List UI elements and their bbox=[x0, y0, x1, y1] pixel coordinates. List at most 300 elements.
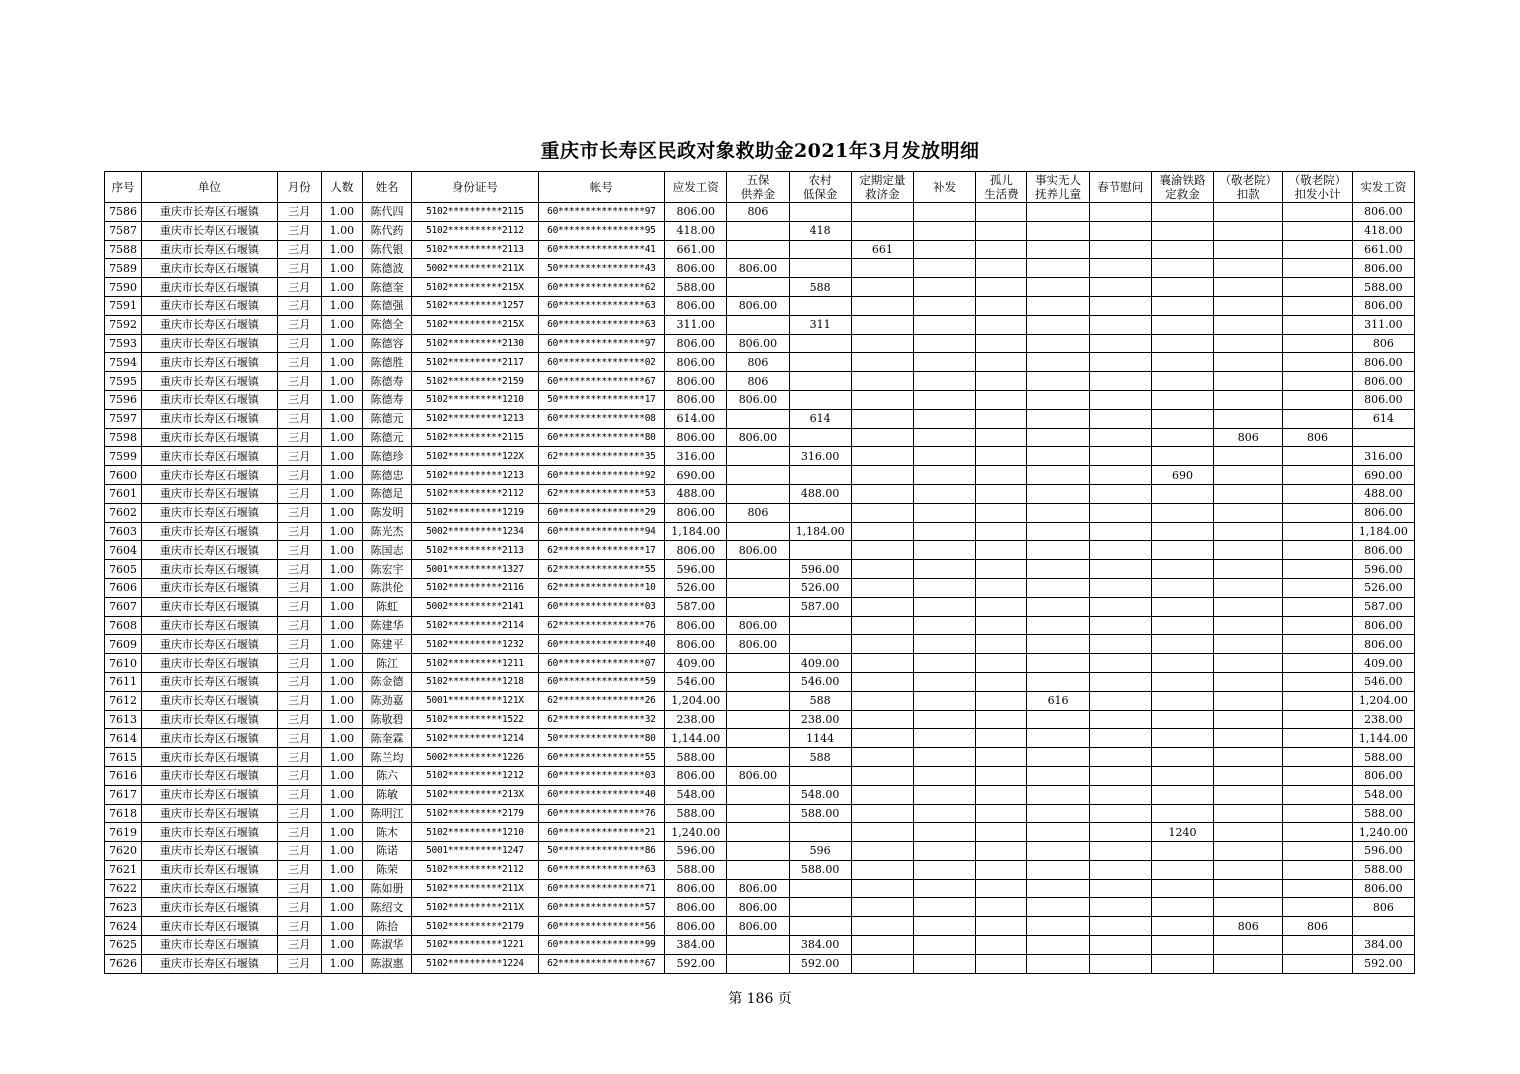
table-cell: 三月 bbox=[277, 390, 321, 409]
table-cell: 806.00 bbox=[1352, 879, 1414, 898]
table-cell bbox=[851, 315, 913, 334]
table-cell bbox=[976, 710, 1027, 729]
table-cell: 7615 bbox=[105, 748, 142, 767]
table-cell: 重庆市长寿区石堰镇 bbox=[142, 296, 278, 315]
table-cell bbox=[914, 428, 976, 447]
table-cell bbox=[1352, 917, 1414, 936]
table-cell: 806.00 bbox=[727, 334, 789, 353]
table-cell: 5102**********211X bbox=[412, 898, 538, 917]
table-cell: 60****************95 bbox=[538, 221, 664, 240]
table-cell bbox=[1027, 936, 1089, 955]
table-cell bbox=[1214, 748, 1283, 767]
table-row bbox=[105, 428, 1415, 447]
table-cell: 重庆市长寿区石堰镇 bbox=[142, 860, 278, 879]
table-cell bbox=[1027, 635, 1089, 654]
table-cell bbox=[1214, 597, 1283, 616]
table-cell: 1.00 bbox=[321, 296, 362, 315]
table-cell bbox=[1151, 748, 1213, 767]
table-cell bbox=[727, 710, 789, 729]
table-cell bbox=[727, 597, 789, 616]
table-cell: 1.00 bbox=[321, 879, 362, 898]
table-cell: 重庆市长寿区石堰镇 bbox=[142, 748, 278, 767]
table-cell bbox=[1214, 616, 1283, 635]
table-cell: 418.00 bbox=[1352, 221, 1414, 240]
table-cell: 311.00 bbox=[1352, 315, 1414, 334]
table-cell: 62****************55 bbox=[538, 560, 664, 579]
table-cell bbox=[1151, 578, 1213, 597]
table-cell: 陈拾 bbox=[362, 917, 411, 936]
table-row bbox=[105, 823, 1415, 842]
table-cell: 7586 bbox=[105, 203, 142, 222]
table-cell bbox=[1214, 860, 1283, 879]
table-cell bbox=[1151, 954, 1213, 973]
table-cell: 418.00 bbox=[665, 221, 727, 240]
table-cell bbox=[1151, 409, 1213, 428]
table-cell bbox=[789, 428, 851, 447]
table-cell: 重庆市长寿区石堰镇 bbox=[142, 447, 278, 466]
table-cell: 5002**********211X bbox=[412, 259, 538, 278]
table-cell: 7622 bbox=[105, 879, 142, 898]
table-cell bbox=[1214, 879, 1283, 898]
table-cell: 陈德全 bbox=[362, 315, 411, 334]
table-row bbox=[105, 729, 1415, 748]
payment-table bbox=[104, 171, 1415, 974]
table-cell bbox=[914, 240, 976, 259]
column-header: 实发工资 bbox=[1352, 172, 1414, 203]
table-cell bbox=[1027, 879, 1089, 898]
table-cell: 重庆市长寿区石堰镇 bbox=[142, 221, 278, 240]
table-cell: 592.00 bbox=[665, 954, 727, 973]
table-cell bbox=[1214, 691, 1283, 710]
table-cell: 陈荣 bbox=[362, 860, 411, 879]
column-header: 补发 bbox=[914, 172, 976, 203]
table-cell: 1.00 bbox=[321, 654, 362, 673]
table-cell: 1.00 bbox=[321, 729, 362, 748]
table-cell bbox=[789, 259, 851, 278]
table-cell bbox=[914, 898, 976, 917]
table-cell bbox=[727, 654, 789, 673]
table-cell: 5102**********1214 bbox=[412, 729, 538, 748]
table-cell bbox=[976, 879, 1027, 898]
table-cell: 1.00 bbox=[321, 672, 362, 691]
table-cell bbox=[727, 447, 789, 466]
table-cell: 62****************76 bbox=[538, 616, 664, 635]
table-row bbox=[105, 748, 1415, 767]
table-cell bbox=[1214, 936, 1283, 955]
table-cell bbox=[727, 748, 789, 767]
table-cell: 陈洪伦 bbox=[362, 578, 411, 597]
table-cell: 陈金德 bbox=[362, 672, 411, 691]
table-cell: 1,144.00 bbox=[1352, 729, 1414, 748]
table-cell bbox=[1151, 428, 1213, 447]
table-cell bbox=[1027, 560, 1089, 579]
table-cell bbox=[1089, 503, 1151, 522]
table-cell: 806.00 bbox=[727, 541, 789, 560]
table-cell bbox=[1027, 616, 1089, 635]
table-cell: 62****************17 bbox=[538, 541, 664, 560]
table-cell bbox=[1283, 296, 1352, 315]
table-cell bbox=[914, 541, 976, 560]
table-cell bbox=[976, 372, 1027, 391]
table-cell: 7625 bbox=[105, 936, 142, 955]
table-cell bbox=[1027, 748, 1089, 767]
table-cell: 7613 bbox=[105, 710, 142, 729]
table-cell bbox=[976, 954, 1027, 973]
table-cell bbox=[851, 635, 913, 654]
table-cell bbox=[851, 710, 913, 729]
table-cell bbox=[1283, 221, 1352, 240]
table-cell: 三月 bbox=[277, 353, 321, 372]
table-cell bbox=[851, 296, 913, 315]
table-cell bbox=[914, 954, 976, 973]
table-cell: 陈光杰 bbox=[362, 522, 411, 541]
table-cell: 60****************55 bbox=[538, 748, 664, 767]
column-header: 姓名 bbox=[362, 172, 411, 203]
table-cell: 488.00 bbox=[789, 484, 851, 503]
table-cell bbox=[976, 484, 1027, 503]
table-cell: 1.00 bbox=[321, 823, 362, 842]
table-cell: 7614 bbox=[105, 729, 142, 748]
table-row bbox=[105, 804, 1415, 823]
table-cell bbox=[976, 691, 1027, 710]
table-cell bbox=[1089, 372, 1151, 391]
table-cell bbox=[1214, 278, 1283, 297]
table-cell bbox=[727, 278, 789, 297]
table-cell bbox=[914, 842, 976, 861]
table-cell: 三月 bbox=[277, 541, 321, 560]
table-row bbox=[105, 240, 1415, 259]
table-cell: 三月 bbox=[277, 221, 321, 240]
table-cell: 陈德寿 bbox=[362, 372, 411, 391]
table-cell bbox=[976, 635, 1027, 654]
table-cell: 806 bbox=[727, 353, 789, 372]
table-cell bbox=[914, 221, 976, 240]
table-cell: 7623 bbox=[105, 898, 142, 917]
table-cell bbox=[1027, 447, 1089, 466]
table-cell bbox=[1283, 203, 1352, 222]
table-cell bbox=[1027, 672, 1089, 691]
table-cell bbox=[789, 823, 851, 842]
column-header: 农村 低保金 bbox=[789, 172, 851, 203]
table-cell bbox=[976, 672, 1027, 691]
table-cell bbox=[1151, 729, 1213, 748]
table-cell: 重庆市长寿区石堰镇 bbox=[142, 635, 278, 654]
table-cell bbox=[851, 672, 913, 691]
table-cell: 三月 bbox=[277, 447, 321, 466]
table-cell: 614.00 bbox=[665, 409, 727, 428]
table-cell bbox=[1283, 240, 1352, 259]
table-cell bbox=[1089, 917, 1151, 936]
table-row bbox=[105, 296, 1415, 315]
table-cell bbox=[789, 917, 851, 936]
table-row bbox=[105, 710, 1415, 729]
table-cell bbox=[976, 409, 1027, 428]
table-cell: 5102**********2130 bbox=[412, 334, 538, 353]
table-cell bbox=[1027, 372, 1089, 391]
table-cell: 重庆市长寿区石堰镇 bbox=[142, 710, 278, 729]
table-cell bbox=[976, 729, 1027, 748]
table-cell bbox=[1089, 278, 1151, 297]
column-header: 五保 供养金 bbox=[727, 172, 789, 203]
table-cell bbox=[1283, 729, 1352, 748]
table-cell bbox=[1283, 635, 1352, 654]
table-cell: 三月 bbox=[277, 240, 321, 259]
table-cell: 陈德寿 bbox=[362, 390, 411, 409]
table-cell bbox=[1151, 672, 1213, 691]
table-cell bbox=[1027, 484, 1089, 503]
page-title: 重庆市长寿区民政对象救助金2021年3月发放明细 bbox=[540, 140, 980, 162]
table-cell bbox=[976, 804, 1027, 823]
table-cell: 1.00 bbox=[321, 954, 362, 973]
table-cell bbox=[789, 766, 851, 785]
table-cell: 5002**********2141 bbox=[412, 597, 538, 616]
table-cell bbox=[789, 879, 851, 898]
table-cell: 806.00 bbox=[727, 259, 789, 278]
table-cell bbox=[976, 390, 1027, 409]
table-cell: 陈国志 bbox=[362, 541, 411, 560]
table-cell: 三月 bbox=[277, 823, 321, 842]
table-cell: 60****************02 bbox=[538, 353, 664, 372]
table-cell bbox=[914, 372, 976, 391]
table-cell bbox=[851, 503, 913, 522]
table-row bbox=[105, 917, 1415, 936]
table-row bbox=[105, 766, 1415, 785]
table-cell bbox=[914, 409, 976, 428]
table-cell: 60****************62 bbox=[538, 278, 664, 297]
table-cell bbox=[976, 898, 1027, 917]
column-header: 序号 bbox=[105, 172, 142, 203]
table-cell: 488.00 bbox=[1352, 484, 1414, 503]
table-cell bbox=[789, 466, 851, 485]
table-cell: 7602 bbox=[105, 503, 142, 522]
table-cell bbox=[1089, 710, 1151, 729]
table-cell bbox=[1283, 315, 1352, 334]
table-cell: 重庆市长寿区石堰镇 bbox=[142, 672, 278, 691]
table-cell bbox=[1151, 936, 1213, 955]
table-cell bbox=[727, 672, 789, 691]
table-cell: 690.00 bbox=[1352, 466, 1414, 485]
table-cell: 陈发明 bbox=[362, 503, 411, 522]
table-cell bbox=[1089, 203, 1151, 222]
table-cell: 592.00 bbox=[1352, 954, 1414, 973]
table-cell bbox=[1089, 466, 1151, 485]
table-cell: 384.00 bbox=[1352, 936, 1414, 955]
table-cell bbox=[1027, 823, 1089, 842]
table-row bbox=[105, 390, 1415, 409]
table-cell: 陈德忠 bbox=[362, 466, 411, 485]
table-cell bbox=[851, 860, 913, 879]
table-cell bbox=[851, 748, 913, 767]
table-cell: 806 bbox=[1214, 428, 1283, 447]
table-cell: 5102**********1219 bbox=[412, 503, 538, 522]
table-cell: 三月 bbox=[277, 654, 321, 673]
table-cell: 重庆市长寿区石堰镇 bbox=[142, 879, 278, 898]
table-cell: 5102**********2159 bbox=[412, 372, 538, 391]
table-cell bbox=[727, 578, 789, 597]
table-cell: 526.00 bbox=[789, 578, 851, 597]
table-cell bbox=[1151, 296, 1213, 315]
column-header: 襄渝铁路 定救金 bbox=[1151, 172, 1213, 203]
table-cell: 60****************63 bbox=[538, 296, 664, 315]
table-cell: 重庆市长寿区石堰镇 bbox=[142, 390, 278, 409]
table-cell: 陈劲嘉 bbox=[362, 691, 411, 710]
table-cell: 806.00 bbox=[665, 203, 727, 222]
table-cell: 三月 bbox=[277, 729, 321, 748]
table-cell: 690 bbox=[1151, 466, 1213, 485]
table-cell: 1.00 bbox=[321, 597, 362, 616]
table-cell: 5102**********2113 bbox=[412, 240, 538, 259]
table-cell: 陈宏宇 bbox=[362, 560, 411, 579]
table-cell bbox=[914, 597, 976, 616]
table-cell: 1,184.00 bbox=[1352, 522, 1414, 541]
table-cell bbox=[1214, 259, 1283, 278]
table-cell: 548.00 bbox=[1352, 785, 1414, 804]
table-cell bbox=[789, 240, 851, 259]
table-cell bbox=[1027, 710, 1089, 729]
table-row bbox=[105, 879, 1415, 898]
table-cell: 690.00 bbox=[665, 466, 727, 485]
table-cell: 806.00 bbox=[665, 296, 727, 315]
table-cell bbox=[1283, 860, 1352, 879]
table-cell: 陈敬碧 bbox=[362, 710, 411, 729]
table-cell bbox=[976, 334, 1027, 353]
table-cell: 7591 bbox=[105, 296, 142, 315]
table-cell: 重庆市长寿区石堰镇 bbox=[142, 484, 278, 503]
table-cell bbox=[1089, 616, 1151, 635]
table-cell bbox=[1089, 334, 1151, 353]
table-cell: 7621 bbox=[105, 860, 142, 879]
table-cell bbox=[1151, 390, 1213, 409]
table-cell bbox=[1089, 729, 1151, 748]
table-cell: 5102**********2112 bbox=[412, 860, 538, 879]
table-cell: 1.00 bbox=[321, 860, 362, 879]
table-cell bbox=[1151, 635, 1213, 654]
table-cell bbox=[1214, 842, 1283, 861]
table-cell bbox=[851, 447, 913, 466]
table-cell: 三月 bbox=[277, 898, 321, 917]
table-cell: 1.00 bbox=[321, 240, 362, 259]
table-cell: 60****************63 bbox=[538, 315, 664, 334]
table-cell: 587.00 bbox=[789, 597, 851, 616]
table-cell bbox=[851, 221, 913, 240]
table-cell: 806.00 bbox=[1352, 390, 1414, 409]
table-cell: 1.00 bbox=[321, 578, 362, 597]
table-cell: 806.00 bbox=[665, 503, 727, 522]
table-row bbox=[105, 353, 1415, 372]
table-cell: 60****************80 bbox=[538, 428, 664, 447]
table-cell bbox=[1283, 616, 1352, 635]
table-cell bbox=[727, 315, 789, 334]
table-cell bbox=[1089, 936, 1151, 955]
table-cell: 重庆市长寿区石堰镇 bbox=[142, 315, 278, 334]
table-cell: 806.00 bbox=[727, 428, 789, 447]
table-cell bbox=[1283, 353, 1352, 372]
table-cell bbox=[1214, 823, 1283, 842]
table-cell: 5102**********2112 bbox=[412, 221, 538, 240]
table-cell: 三月 bbox=[277, 522, 321, 541]
table-cell: 三月 bbox=[277, 372, 321, 391]
table-cell: 三月 bbox=[277, 710, 321, 729]
table-cell: 1.00 bbox=[321, 842, 362, 861]
table-cell bbox=[1027, 221, 1089, 240]
table-cell bbox=[851, 879, 913, 898]
table-cell bbox=[727, 221, 789, 240]
table-row bbox=[105, 616, 1415, 635]
table-cell bbox=[1283, 710, 1352, 729]
table-cell: 1.00 bbox=[321, 221, 362, 240]
table-cell: 1.00 bbox=[321, 785, 362, 804]
table-cell: 50****************43 bbox=[538, 259, 664, 278]
table-cell: 重庆市长寿区石堰镇 bbox=[142, 785, 278, 804]
table-cell bbox=[727, 842, 789, 861]
table-cell bbox=[1089, 296, 1151, 315]
table-cell: 7598 bbox=[105, 428, 142, 447]
table-cell: 806 bbox=[1214, 917, 1283, 936]
table-cell: 60****************63 bbox=[538, 860, 664, 879]
table-cell bbox=[1214, 296, 1283, 315]
table-cell bbox=[851, 541, 913, 560]
table-cell: 三月 bbox=[277, 860, 321, 879]
table-row bbox=[105, 221, 1415, 240]
table-cell bbox=[914, 560, 976, 579]
table-cell bbox=[1027, 428, 1089, 447]
table-cell bbox=[914, 578, 976, 597]
table-cell bbox=[1151, 879, 1213, 898]
table-cell: 陈德足 bbox=[362, 484, 411, 503]
table-cell bbox=[914, 823, 976, 842]
table-cell bbox=[914, 672, 976, 691]
table-cell: 重庆市长寿区石堰镇 bbox=[142, 823, 278, 842]
table-cell: 1.00 bbox=[321, 766, 362, 785]
table-cell: 5102**********2114 bbox=[412, 616, 538, 635]
table-cell: 806.00 bbox=[665, 917, 727, 936]
table-cell: 三月 bbox=[277, 296, 321, 315]
table-cell: 1.00 bbox=[321, 428, 362, 447]
table-cell bbox=[1283, 672, 1352, 691]
table-cell: 重庆市长寿区石堰镇 bbox=[142, 936, 278, 955]
table-cell bbox=[1214, 710, 1283, 729]
table-cell: 陈诺 bbox=[362, 842, 411, 861]
table-cell bbox=[1027, 842, 1089, 861]
table-cell bbox=[914, 748, 976, 767]
table-cell: 7596 bbox=[105, 390, 142, 409]
table-cell: 806.00 bbox=[1352, 541, 1414, 560]
table-cell bbox=[914, 278, 976, 297]
table-cell bbox=[976, 315, 1027, 334]
table-cell: 5002**********1234 bbox=[412, 522, 538, 541]
table-cell: 重庆市长寿区石堰镇 bbox=[142, 334, 278, 353]
table-cell: 7599 bbox=[105, 447, 142, 466]
table-cell bbox=[1089, 597, 1151, 616]
table-cell bbox=[914, 936, 976, 955]
table-cell bbox=[1214, 203, 1283, 222]
table-cell bbox=[1283, 804, 1352, 823]
table-cell bbox=[727, 560, 789, 579]
table-cell bbox=[1027, 804, 1089, 823]
table-cell: 重庆市长寿区石堰镇 bbox=[142, 522, 278, 541]
table-cell: 5102**********215X bbox=[412, 278, 538, 297]
table-cell bbox=[1027, 259, 1089, 278]
table-cell bbox=[1214, 315, 1283, 334]
table-cell: 588.00 bbox=[665, 860, 727, 879]
table-cell bbox=[1027, 296, 1089, 315]
table-cell bbox=[914, 484, 976, 503]
table-cell: 62****************35 bbox=[538, 447, 664, 466]
table-cell bbox=[1027, 203, 1089, 222]
table-cell bbox=[851, 203, 913, 222]
table-cell: 7592 bbox=[105, 315, 142, 334]
table-cell: 7616 bbox=[105, 766, 142, 785]
